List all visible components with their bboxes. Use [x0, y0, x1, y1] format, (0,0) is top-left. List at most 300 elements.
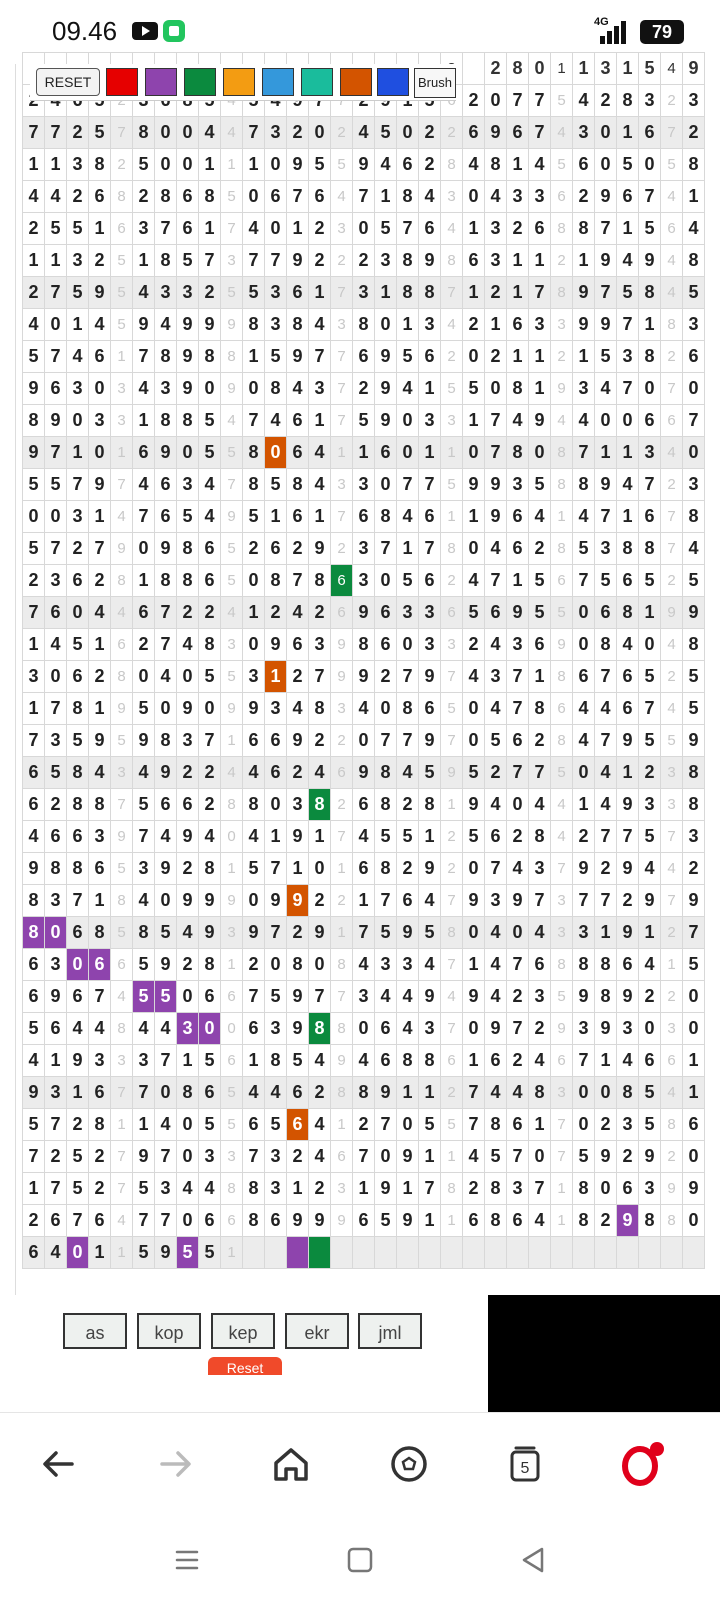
grid-cell[interactable]: 3: [573, 117, 595, 149]
grid-cell[interactable]: 7: [23, 1141, 45, 1173]
grid-cell[interactable]: 1: [551, 1205, 573, 1237]
grid-cell[interactable]: 3: [67, 149, 89, 181]
grid-cell[interactable]: 7: [441, 949, 463, 981]
grid-cell[interactable]: 6: [551, 565, 573, 597]
grid-cell[interactable]: 1: [287, 213, 309, 245]
grid-cell[interactable]: 8: [243, 309, 265, 341]
grid-cell[interactable]: [331, 1237, 353, 1269]
grid-cell[interactable]: 2: [177, 949, 199, 981]
grid-cell[interactable]: 4: [309, 1045, 331, 1077]
grid-cell[interactable]: 5: [375, 821, 397, 853]
grid-cell[interactable]: 4: [133, 469, 155, 501]
grid-cell[interactable]: 7: [155, 597, 177, 629]
grid-cell[interactable]: 8: [287, 469, 309, 501]
grid-cell[interactable]: 9: [617, 789, 639, 821]
grid-cell[interactable]: 0: [683, 1141, 705, 1173]
grid-cell[interactable]: 1: [331, 853, 353, 885]
grid-cell[interactable]: 7: [67, 469, 89, 501]
grid-cell[interactable]: 1: [573, 789, 595, 821]
grid-cell[interactable]: 1: [463, 277, 485, 309]
grid-cell[interactable]: 7: [353, 1141, 375, 1173]
grid-cell[interactable]: 6: [243, 1109, 265, 1141]
grid-cell[interactable]: [397, 1237, 419, 1269]
grid-cell[interactable]: 1: [507, 341, 529, 373]
grid-cell[interactable]: 2: [23, 1205, 45, 1237]
grid-cell[interactable]: 1: [353, 437, 375, 469]
grid-cell[interactable]: 0: [595, 1173, 617, 1205]
grid-cell[interactable]: 6: [199, 533, 221, 565]
grid-cell[interactable]: 6: [639, 1045, 661, 1077]
grid-cell[interactable]: 3: [683, 309, 705, 341]
grid-cell[interactable]: 1: [133, 565, 155, 597]
grid-cell[interactable]: 6: [89, 1077, 111, 1109]
grid-cell[interactable]: 7: [89, 981, 111, 1013]
grid-cell[interactable]: 7: [397, 661, 419, 693]
grid-cell[interactable]: 6: [441, 597, 463, 629]
grid-cell[interactable]: 6: [331, 757, 353, 789]
grid-cell[interactable]: 3: [639, 789, 661, 821]
grid-cell[interactable]: 2: [661, 661, 683, 693]
grid-cell[interactable]: 3: [507, 629, 529, 661]
grid-cell[interactable]: 8: [507, 53, 529, 85]
grid-cell[interactable]: 8: [551, 949, 573, 981]
grid-cell[interactable]: 7: [243, 405, 265, 437]
grid-cell[interactable]: 4: [309, 757, 331, 789]
grid-cell[interactable]: 3: [397, 597, 419, 629]
grid-cell[interactable]: 9: [353, 149, 375, 181]
grid-cell[interactable]: 6: [177, 181, 199, 213]
grid-cell[interactable]: 3: [441, 405, 463, 437]
grid-cell[interactable]: 6: [463, 117, 485, 149]
grid-cell[interactable]: 4: [199, 821, 221, 853]
grid-cell[interactable]: 0: [397, 405, 419, 437]
grid-cell[interactable]: 7: [529, 1173, 551, 1205]
grid-cell[interactable]: 8: [529, 821, 551, 853]
grid-cell[interactable]: 8: [397, 1045, 419, 1077]
grid-cell[interactable]: 5: [23, 341, 45, 373]
grid-cell[interactable]: 7: [45, 1173, 67, 1205]
grid-cell[interactable]: 3: [529, 981, 551, 1013]
grid-cell[interactable]: 9: [617, 917, 639, 949]
grid-cell[interactable]: 9: [683, 885, 705, 917]
grid-cell[interactable]: 2: [287, 1141, 309, 1173]
grid-cell[interactable]: 9: [287, 1013, 309, 1045]
grid-cell[interactable]: 1: [639, 917, 661, 949]
grid-cell[interactable]: 3: [529, 853, 551, 885]
grid-cell[interactable]: 9: [89, 277, 111, 309]
grid-cell[interactable]: 5: [155, 981, 177, 1013]
jml-button[interactable]: jml: [358, 1313, 422, 1349]
grid-cell[interactable]: 9: [287, 981, 309, 1013]
grid-cell[interactable]: 2: [617, 885, 639, 917]
grid-cell[interactable]: 8: [155, 181, 177, 213]
grid-cell[interactable]: 4: [67, 1013, 89, 1045]
grid-cell[interactable]: 0: [463, 181, 485, 213]
grid-cell[interactable]: 8: [551, 437, 573, 469]
grid-cell[interactable]: 0: [595, 405, 617, 437]
grid-cell[interactable]: 4: [595, 693, 617, 725]
grid-cell[interactable]: 2: [23, 277, 45, 309]
grid-cell[interactable]: 0: [573, 757, 595, 789]
grid-cell[interactable]: 9: [463, 789, 485, 821]
grid-cell[interactable]: 3: [111, 757, 133, 789]
grid-cell[interactable]: 4: [265, 1077, 287, 1109]
grid-cell[interactable]: 9: [221, 501, 243, 533]
grid-cell[interactable]: 6: [485, 821, 507, 853]
grid-cell[interactable]: 5: [331, 149, 353, 181]
grid-cell[interactable]: 4: [287, 597, 309, 629]
grid-cell[interactable]: 5: [485, 725, 507, 757]
grid-cell[interactable]: 1: [221, 853, 243, 885]
grid-cell[interactable]: 9: [419, 853, 441, 885]
grid-cell[interactable]: 7: [529, 117, 551, 149]
grid-cell[interactable]: 0: [573, 1109, 595, 1141]
grid-cell[interactable]: 1: [309, 821, 331, 853]
grid-cell[interactable]: 6: [573, 149, 595, 181]
grid-cell[interactable]: 3: [397, 949, 419, 981]
grid-cell[interactable]: 9: [639, 1141, 661, 1173]
grid-cell[interactable]: 7: [199, 725, 221, 757]
grid-cell[interactable]: 4: [551, 821, 573, 853]
grid-cell[interactable]: 9: [485, 117, 507, 149]
grid-cell[interactable]: 4: [529, 789, 551, 821]
grid-cell[interactable]: 4: [463, 565, 485, 597]
grid-cell[interactable]: 4: [133, 373, 155, 405]
grid-cell[interactable]: 7: [331, 405, 353, 437]
grid-cell[interactable]: 9: [177, 693, 199, 725]
grid-cell[interactable]: 1: [617, 117, 639, 149]
grid-cell[interactable]: 0: [45, 309, 67, 341]
grid-cell[interactable]: 5: [111, 853, 133, 885]
grid-cell[interactable]: 9: [595, 309, 617, 341]
grid-cell[interactable]: 8: [617, 597, 639, 629]
grid-cell[interactable]: 8: [265, 373, 287, 405]
grid-cell[interactable]: 9: [595, 181, 617, 213]
grid-cell[interactable]: 0: [199, 373, 221, 405]
grid-cell[interactable]: 5: [265, 341, 287, 373]
grid-cell[interactable]: 6: [661, 1045, 683, 1077]
grid-cell[interactable]: 9: [23, 853, 45, 885]
grid-cell[interactable]: 2: [309, 213, 331, 245]
grid-cell[interactable]: 4: [485, 917, 507, 949]
grid-cell[interactable]: 1: [639, 597, 661, 629]
grid-cell[interactable]: 0: [89, 373, 111, 405]
grid-cell[interactable]: 4: [221, 405, 243, 437]
grid-cell[interactable]: 1: [89, 693, 111, 725]
grid-cell[interactable]: 2: [23, 213, 45, 245]
grid-cell[interactable]: 5: [353, 405, 375, 437]
grid-cell[interactable]: 2: [419, 117, 441, 149]
grid-cell[interactable]: 5: [133, 693, 155, 725]
grid-cell[interactable]: 9: [617, 853, 639, 885]
grid-cell[interactable]: 9: [177, 821, 199, 853]
grid-cell[interactable]: 6: [331, 597, 353, 629]
grid-cell[interactable]: 1: [485, 309, 507, 341]
grid-cell[interactable]: 8: [23, 885, 45, 917]
grid-cell[interactable]: 0: [375, 469, 397, 501]
grid-cell[interactable]: 2: [67, 533, 89, 565]
grid-cell[interactable]: 6: [287, 501, 309, 533]
grid-cell[interactable]: 6: [551, 181, 573, 213]
grid-cell[interactable]: 7: [331, 821, 353, 853]
grid-cell[interactable]: 1: [375, 181, 397, 213]
grid-cell[interactable]: 4: [485, 181, 507, 213]
grid-cell[interactable]: 7: [133, 501, 155, 533]
grid-cell[interactable]: 0: [463, 437, 485, 469]
grid-cell[interactable]: 1: [551, 53, 573, 85]
color-swatch-lightblue[interactable]: [262, 68, 294, 96]
grid-cell[interactable]: 1: [265, 821, 287, 853]
grid-cell[interactable]: 1: [463, 1045, 485, 1077]
grid-cell[interactable]: 1: [397, 1173, 419, 1205]
grid-cell[interactable]: 2: [309, 1077, 331, 1109]
grid-cell[interactable]: 5: [485, 1141, 507, 1173]
grid-cell[interactable]: 1: [287, 853, 309, 885]
grid-cell[interactable]: 9: [375, 1077, 397, 1109]
grid-cell[interactable]: 6: [309, 181, 331, 213]
grid-cell[interactable]: 9: [529, 405, 551, 437]
grid-cell[interactable]: 3: [133, 1045, 155, 1077]
grid-cell[interactable]: 9: [661, 1173, 683, 1205]
grid-cell[interactable]: 9: [573, 277, 595, 309]
color-swatch-purple[interactable]: [145, 68, 177, 96]
grid-cell[interactable]: 4: [683, 533, 705, 565]
grid-cell[interactable]: 1: [441, 501, 463, 533]
grid-cell[interactable]: 2: [89, 565, 111, 597]
grid-cell[interactable]: 5: [419, 757, 441, 789]
grid-cell[interactable]: 9: [595, 1141, 617, 1173]
grid-cell[interactable]: 8: [683, 789, 705, 821]
grid-cell[interactable]: 8: [67, 789, 89, 821]
grid-cell[interactable]: 5: [375, 917, 397, 949]
grid-cell[interactable]: 5: [111, 917, 133, 949]
grid-cell[interactable]: 1: [595, 917, 617, 949]
grid-cell[interactable]: 8: [309, 1013, 331, 1045]
grid-cell[interactable]: 2: [441, 341, 463, 373]
grid-cell[interactable]: 3: [551, 309, 573, 341]
grid-cell[interactable]: 1: [23, 245, 45, 277]
grid-cell[interactable]: 4: [419, 885, 441, 917]
grid-cell[interactable]: 5: [375, 117, 397, 149]
grid-cell[interactable]: 9: [683, 597, 705, 629]
grid-cell[interactable]: 7: [507, 1141, 529, 1173]
grid-cell[interactable]: 6: [45, 1013, 67, 1045]
grid-cell[interactable]: 1: [617, 437, 639, 469]
grid-cell[interactable]: 6: [441, 1045, 463, 1077]
grid-cell[interactable]: 1: [177, 1045, 199, 1077]
grid-cell[interactable]: [529, 1237, 551, 1269]
grid-cell[interactable]: 1: [639, 309, 661, 341]
grid-cell[interactable]: 7: [265, 245, 287, 277]
grid-cell[interactable]: 1: [463, 501, 485, 533]
grid-cell[interactable]: 2: [507, 821, 529, 853]
grid-cell[interactable]: 6: [243, 1013, 265, 1045]
grid-cell[interactable]: 6: [45, 1205, 67, 1237]
grid-cell[interactable]: 6: [89, 949, 111, 981]
reset-grid-button[interactable]: Reset: [208, 1357, 282, 1375]
grid-cell[interactable]: 2: [507, 981, 529, 1013]
grid-cell[interactable]: 5: [221, 277, 243, 309]
grid-cell[interactable]: 9: [45, 981, 67, 1013]
grid-cell[interactable]: [507, 1237, 529, 1269]
grid-cell[interactable]: [287, 1237, 309, 1269]
grid-cell[interactable]: 9: [397, 917, 419, 949]
grid-cell[interactable]: 2: [661, 565, 683, 597]
grid-cell[interactable]: 0: [529, 1141, 551, 1173]
grid-cell[interactable]: 9: [375, 341, 397, 373]
grid-cell[interactable]: [353, 1237, 375, 1269]
grid-cell[interactable]: 7: [155, 629, 177, 661]
grid-cell[interactable]: 1: [661, 949, 683, 981]
grid-cell[interactable]: [265, 1237, 287, 1269]
grid-cell[interactable]: 4: [551, 789, 573, 821]
grid-cell[interactable]: 1: [287, 1173, 309, 1205]
grid-cell[interactable]: 0: [683, 1013, 705, 1045]
grid-cell[interactable]: 7: [507, 1013, 529, 1045]
grid-cell[interactable]: 5: [111, 725, 133, 757]
grid-cell[interactable]: 3: [67, 373, 89, 405]
grid-cell[interactable]: 5: [67, 277, 89, 309]
grid-cell[interactable]: 4: [243, 213, 265, 245]
grid-cell[interactable]: 4: [177, 1173, 199, 1205]
grid-cell[interactable]: 5: [551, 149, 573, 181]
grid-cell[interactable]: 7: [155, 1141, 177, 1173]
grid-cell[interactable]: 0: [463, 1013, 485, 1045]
grid-cell[interactable]: 5: [199, 661, 221, 693]
grid-cell[interactable]: 3: [419, 405, 441, 437]
grid-cell[interactable]: 7: [111, 1173, 133, 1205]
grid-cell[interactable]: 7: [375, 885, 397, 917]
grid-cell[interactable]: 6: [155, 469, 177, 501]
grid-cell[interactable]: 4: [111, 1205, 133, 1237]
color-swatch-green[interactable]: [184, 68, 216, 96]
grid-cell[interactable]: 5: [221, 565, 243, 597]
grid-cell[interactable]: 1: [419, 373, 441, 405]
grid-cell[interactable]: 5: [243, 501, 265, 533]
grid-cell[interactable]: 1: [529, 245, 551, 277]
grid-cell[interactable]: 3: [89, 1045, 111, 1077]
grid-cell[interactable]: 1: [573, 245, 595, 277]
grid-cell[interactable]: 5: [529, 469, 551, 501]
grid-cell[interactable]: 8: [309, 565, 331, 597]
grid-cell[interactable]: 9: [221, 693, 243, 725]
grid-cell[interactable]: 3: [331, 1173, 353, 1205]
grid-cell[interactable]: 6: [133, 437, 155, 469]
grid-cell[interactable]: 3: [551, 1077, 573, 1109]
kop-button[interactable]: kop: [137, 1313, 201, 1349]
grid-cell[interactable]: 8: [353, 1077, 375, 1109]
grid-cell[interactable]: 8: [617, 533, 639, 565]
grid-cell[interactable]: 4: [353, 949, 375, 981]
grid-cell[interactable]: 6: [23, 757, 45, 789]
grid-cell[interactable]: 3: [221, 917, 243, 949]
grid-cell[interactable]: 2: [485, 341, 507, 373]
grid-cell[interactable]: 7: [221, 213, 243, 245]
grid-cell[interactable]: 5: [529, 597, 551, 629]
grid-cell[interactable]: 1: [111, 341, 133, 373]
grid-cell[interactable]: 3: [639, 85, 661, 117]
grid-cell[interactable]: 7: [243, 1141, 265, 1173]
grid-cell[interactable]: 8: [243, 1173, 265, 1205]
grid-cell[interactable]: 8: [221, 341, 243, 373]
grid-cell[interactable]: 7: [45, 277, 67, 309]
grid-cell[interactable]: 3: [155, 373, 177, 405]
grid-cell[interactable]: 7: [661, 533, 683, 565]
grid-cell[interactable]: 2: [45, 789, 67, 821]
grid-cell[interactable]: 2: [485, 53, 507, 85]
grid-cell[interactable]: 4: [221, 597, 243, 629]
grid-cell[interactable]: 9: [573, 981, 595, 1013]
grid-cell[interactable]: 8: [441, 1173, 463, 1205]
grid-cell[interactable]: 4: [353, 1045, 375, 1077]
grid-cell[interactable]: 4: [23, 821, 45, 853]
grid-cell[interactable]: 1: [507, 149, 529, 181]
grid-cell[interactable]: 0: [309, 853, 331, 885]
grid-cell[interactable]: 0: [221, 821, 243, 853]
grid-cell[interactable]: 3: [419, 309, 441, 341]
grid-cell[interactable]: 7: [661, 373, 683, 405]
grid-cell[interactable]: 2: [529, 725, 551, 757]
grid-cell[interactable]: 1: [45, 149, 67, 181]
grid-cell[interactable]: 2: [309, 245, 331, 277]
grid-cell[interactable]: 0: [221, 1013, 243, 1045]
grid-cell[interactable]: 5: [639, 821, 661, 853]
grid-cell[interactable]: 6: [89, 1205, 111, 1237]
brush-button[interactable]: Brush: [414, 68, 456, 98]
grid-cell[interactable]: 2: [397, 789, 419, 821]
grid-cell[interactable]: 1: [419, 1077, 441, 1109]
grid-cell[interactable]: 2: [441, 565, 463, 597]
grid-cell[interactable]: 2: [177, 597, 199, 629]
grid-cell[interactable]: 3: [89, 405, 111, 437]
grid-cell[interactable]: 0: [177, 661, 199, 693]
opera-menu-icon[interactable]: [616, 1439, 666, 1489]
grid-cell[interactable]: 2: [89, 661, 111, 693]
grid-cell[interactable]: 3: [661, 1013, 683, 1045]
grid-cell[interactable]: 5: [23, 533, 45, 565]
grid-cell[interactable]: 6: [507, 1205, 529, 1237]
grid-cell[interactable]: 7: [45, 1109, 67, 1141]
grid-cell[interactable]: 5: [287, 1045, 309, 1077]
grid-cell[interactable]: 6: [573, 661, 595, 693]
grid-cell[interactable]: 8: [265, 565, 287, 597]
grid-cell[interactable]: 6: [683, 341, 705, 373]
grid-cell[interactable]: 6: [617, 181, 639, 213]
grid-cell[interactable]: 7: [441, 661, 463, 693]
grid-cell[interactable]: 4: [485, 789, 507, 821]
grid-cell[interactable]: 0: [265, 149, 287, 181]
grid-cell[interactable]: 4: [441, 213, 463, 245]
color-swatch-red[interactable]: [106, 68, 138, 96]
grid-cell[interactable]: 9: [111, 821, 133, 853]
grid-cell[interactable]: 5: [133, 949, 155, 981]
grid-cell[interactable]: 0: [243, 565, 265, 597]
grid-cell[interactable]: 8: [23, 405, 45, 437]
grid-cell[interactable]: 3: [309, 629, 331, 661]
grid-cell[interactable]: 5: [463, 597, 485, 629]
grid-cell[interactable]: 0: [683, 981, 705, 1013]
grid-cell[interactable]: 0: [463, 725, 485, 757]
grid-cell[interactable]: 5: [639, 1109, 661, 1141]
grid-cell[interactable]: 6: [507, 1109, 529, 1141]
grid-cell[interactable]: [595, 1237, 617, 1269]
grid-cell[interactable]: 6: [353, 1205, 375, 1237]
grid-cell[interactable]: 8: [155, 405, 177, 437]
grid-cell[interactable]: 5: [595, 341, 617, 373]
grid-cell[interactable]: 5: [595, 565, 617, 597]
grid-cell[interactable]: 3: [331, 309, 353, 341]
grid-cell[interactable]: 8: [419, 789, 441, 821]
